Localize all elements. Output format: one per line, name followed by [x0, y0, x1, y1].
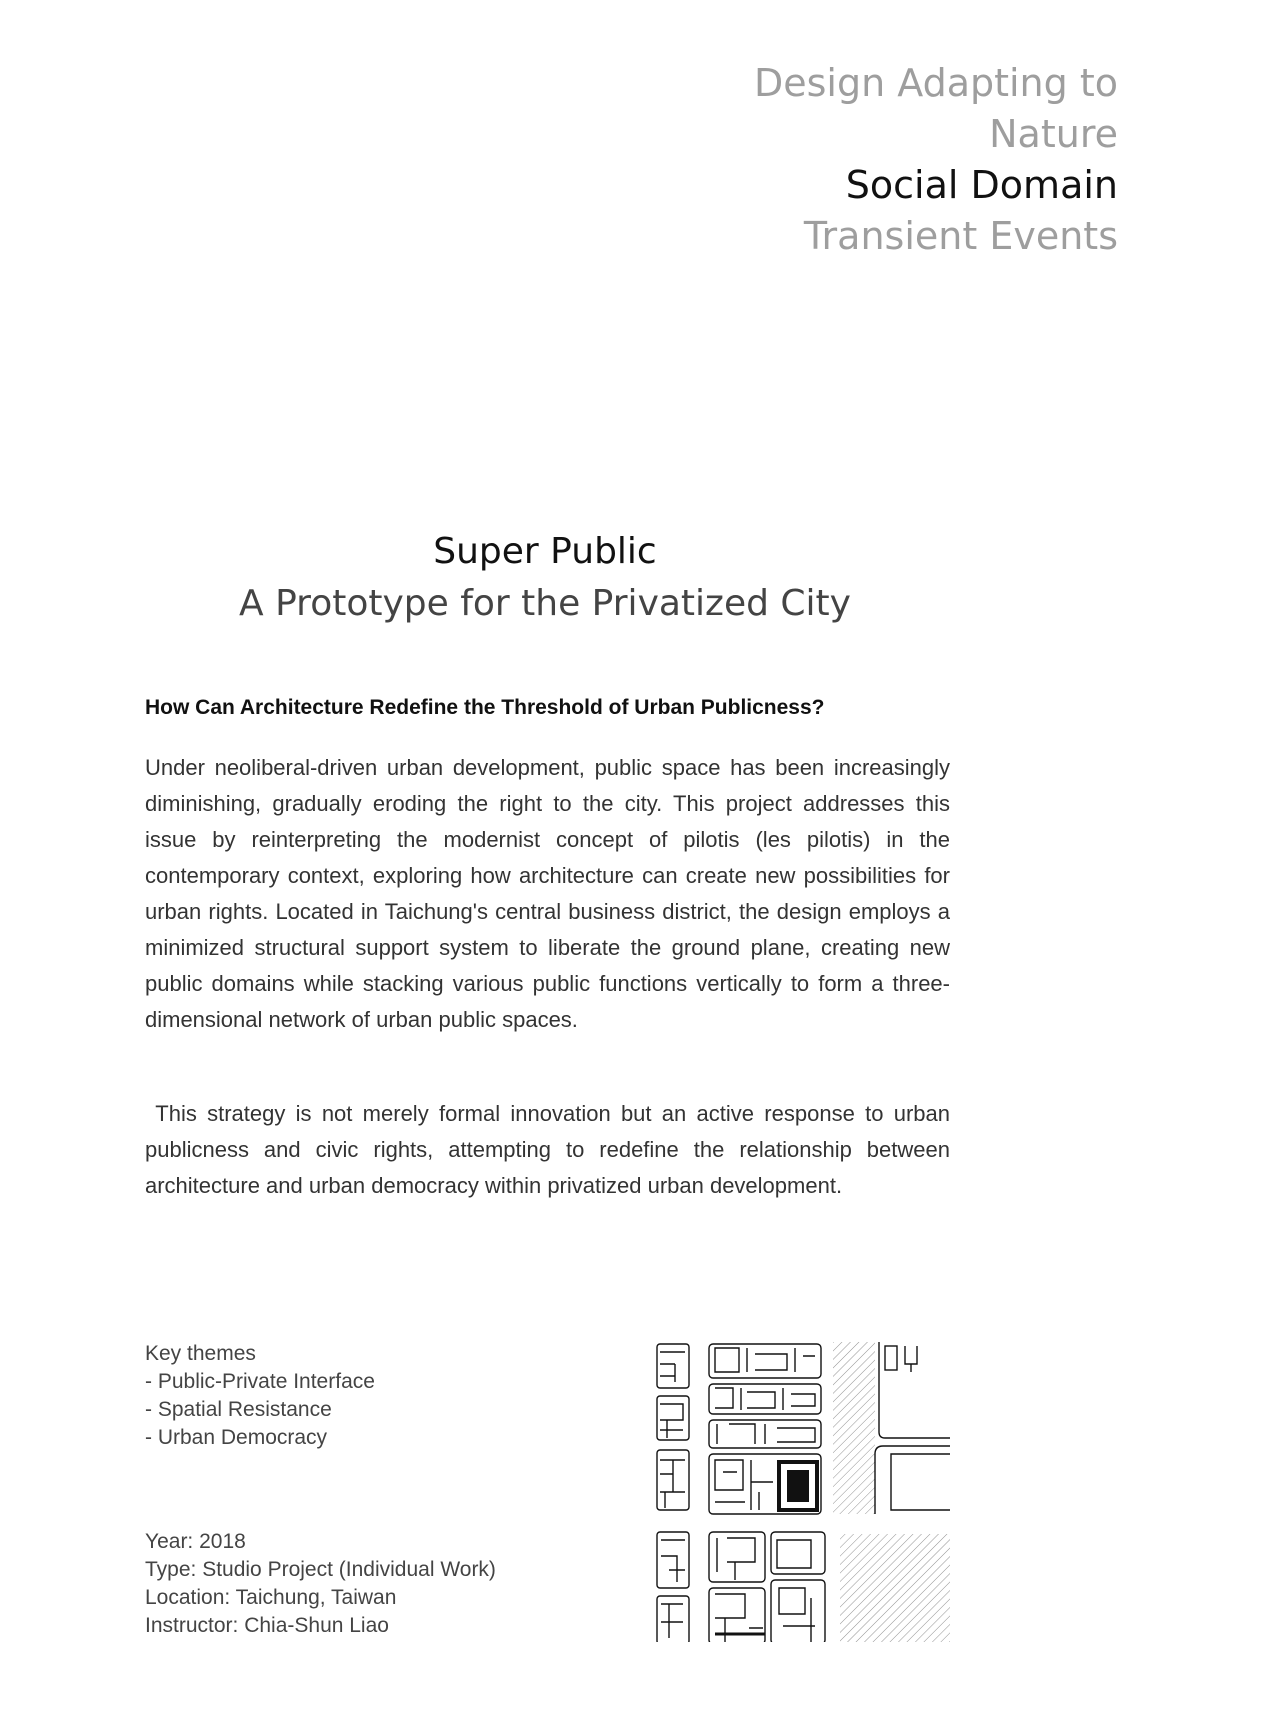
title-line-1: Super Public — [433, 531, 657, 572]
description-paragraph-1: Under neoliberal-driven urban development, public space has been increasingly diminishing, gradually eroding the right to the city. This project addresses this issue by reinterpreting the modernist concept of pilotis (les pilotis) in the contemporary context, exploring how architecture can create new possibilities for urban rights. Located in Taichung's central business district, the design employs a minimized structural support system to liberate the ground plane, creating new public domains while stacking various public functions vertically to form a three-dimensional network of urban public spaces. — [145, 755, 950, 1032]
meta-location: Location: Taichung, Taiwan — [145, 1586, 397, 1609]
research-question: How Can Architecture Redefine the Threshold of Urban Publicness? — [145, 696, 825, 719]
nav-item-social-domain[interactable]: Social Domain — [845, 163, 1118, 207]
key-themes — [145, 1340, 375, 1452]
site-building-core — [787, 1470, 809, 1502]
nav-item-transient-events[interactable]: Transient Events — [803, 214, 1118, 258]
meta-type: Type: Studio Project (Individual Work) — [145, 1558, 496, 1581]
road-hatch — [833, 1342, 875, 1514]
nav-item-nature[interactable]: Nature — [989, 112, 1118, 156]
title-line-2: A Prototype for the Privatized City — [239, 583, 851, 624]
meta-year: Year: 2018 — [145, 1530, 246, 1553]
theme-item: - Urban Democracy — [145, 1426, 328, 1449]
site-plan-map — [655, 1342, 950, 1642]
section-nav — [754, 58, 1118, 262]
themes-heading: Key themes — [145, 1342, 256, 1365]
project-meta — [145, 1528, 496, 1640]
theme-item: - Public-Private Interface — [145, 1370, 375, 1393]
plaza-hatch — [840, 1534, 950, 1642]
theme-item: - Spatial Resistance — [145, 1398, 332, 1421]
nav-item-design-adapting[interactable]: Design Adapting to — [753, 61, 1118, 105]
meta-instructor: Instructor: Chia-Shun Liao — [145, 1614, 389, 1637]
project-title — [145, 527, 945, 631]
description-paragraph-2: This strategy is not merely formal innovation but an active response to urban publicness and civic rights, attempting to redefine the relationship between architecture and urban democracy within privatized urban development. — [145, 1101, 957, 1198]
